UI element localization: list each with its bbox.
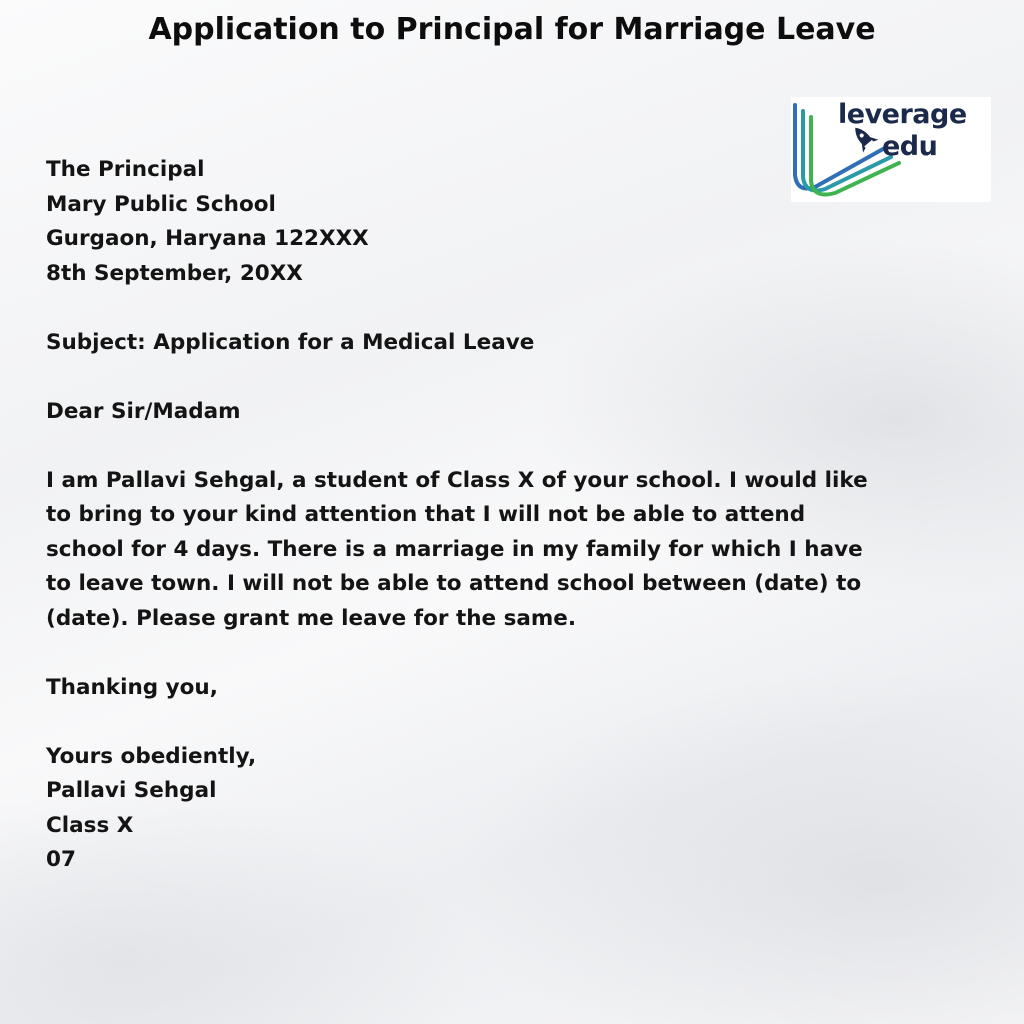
body-line: to bring to your kind attention that I will not be able to attend (46, 502, 806, 527)
sender-roll-number: 07 (46, 847, 76, 872)
recipient-city: Gurgaon, Haryana 122XXX (46, 226, 369, 251)
letter-body (46, 464, 896, 637)
letter-subject: Subject: Application for a Medical Leave (46, 329, 535, 355)
recipient-title: The Principal (46, 157, 205, 182)
body-line: I am Pallavi Sehgal, a student of Class X of your school. I would like (46, 467, 868, 493)
body-line: school for 4 days. There is a marriage in my family for which I have (46, 536, 863, 562)
letter-closing: Thanking you, (46, 674, 218, 700)
page-title: Application to Principal for Marriage Leave (148, 12, 876, 47)
letter-salutation: Dear Sir/Madam (46, 398, 241, 424)
letter-content (46, 153, 896, 878)
valediction: Yours obediently, (46, 743, 257, 769)
logo-word-edu: edu (882, 131, 938, 162)
letter-date: 8th September, 20XX (46, 260, 303, 286)
signature-block (46, 740, 896, 878)
logo-word-leverage: leverage (838, 99, 967, 130)
sender-name: Pallavi Sehgal (46, 778, 217, 803)
body-line: to leave town. I will not be able to attend school between (date) to (46, 571, 862, 596)
recipient-school: Mary Public School (46, 191, 276, 217)
body-line: (date). Please grant me leave for the same. (46, 605, 577, 631)
sender-class: Class X (46, 812, 134, 838)
recipient-address (46, 153, 896, 291)
